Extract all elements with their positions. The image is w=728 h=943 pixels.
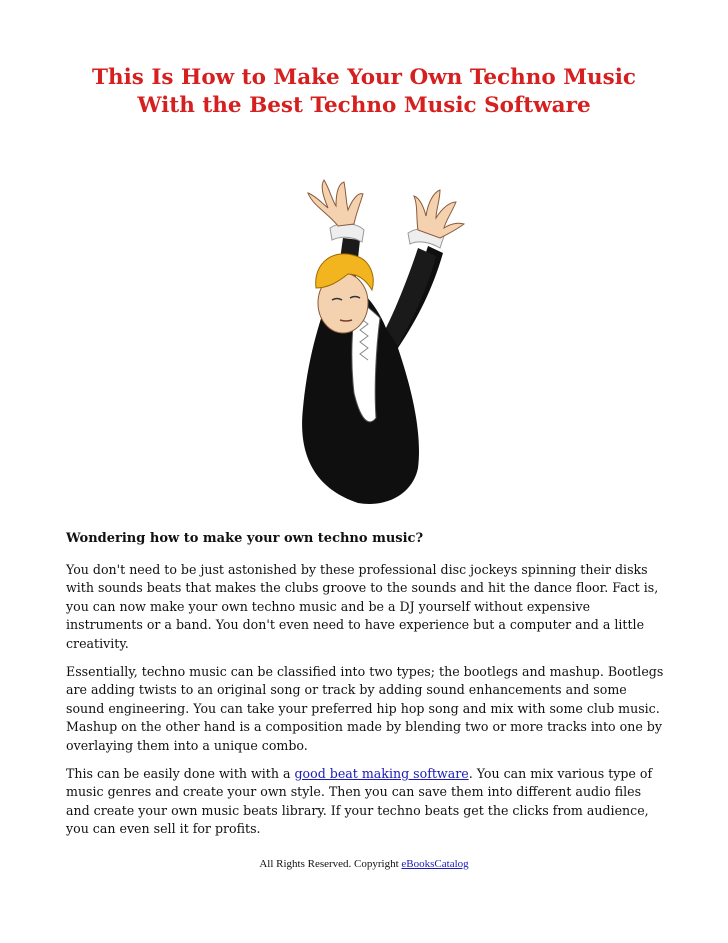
paragraph-2: Essentially, techno music can be classified into two types; the bootlegs and mashup. Bootlegs are adding twists to an original song or track by adding sound enhancements and some sound engineering. You can take your preferred hip hop song and mix with some club music. Mashup on the other hand is a composition made by blending two or more tracks into one by overlaying them into a unique combo. [66,664,664,753]
article-body [66,530,666,849]
dancing-man-illustration [268,178,478,508]
title-line-2: With the Best Techno Music Software [137,93,591,118]
paragraph-3 [66,765,666,839]
paragraph-3-start: This can be easily done with with a [66,766,295,782]
footer [0,858,728,870]
page-title [0,64,728,120]
footer-link[interactable]: eBooksCatalog [401,858,469,870]
paragraph-3-end: . You can mix various type of music genres and create your own style. Then you can save them into different audio files and create your own music beats library. If your techno beats get the clicks from audience, you can even sell it for profits. [66,766,653,837]
title-line-1: This Is How to Make Your Own Techno Music [91,65,637,90]
article-heading: Wondering how to make your own techno music? [66,531,424,546]
beat-software-link[interactable]: good beat making software [294,766,469,782]
footer-text: All Rights Reserved. Copyright [259,858,402,870]
paragraph-1: You don't need to be just astonished by these professional disc jockeys spinning their disks with sounds beats that makes the clubs groove to the sounds and hit the dance floor. Fact is, you can now make your own techno music and be a DJ yourself without expensive instruments or a band. You don't even need to have experience but a computer and a little creativity. [66,562,659,651]
